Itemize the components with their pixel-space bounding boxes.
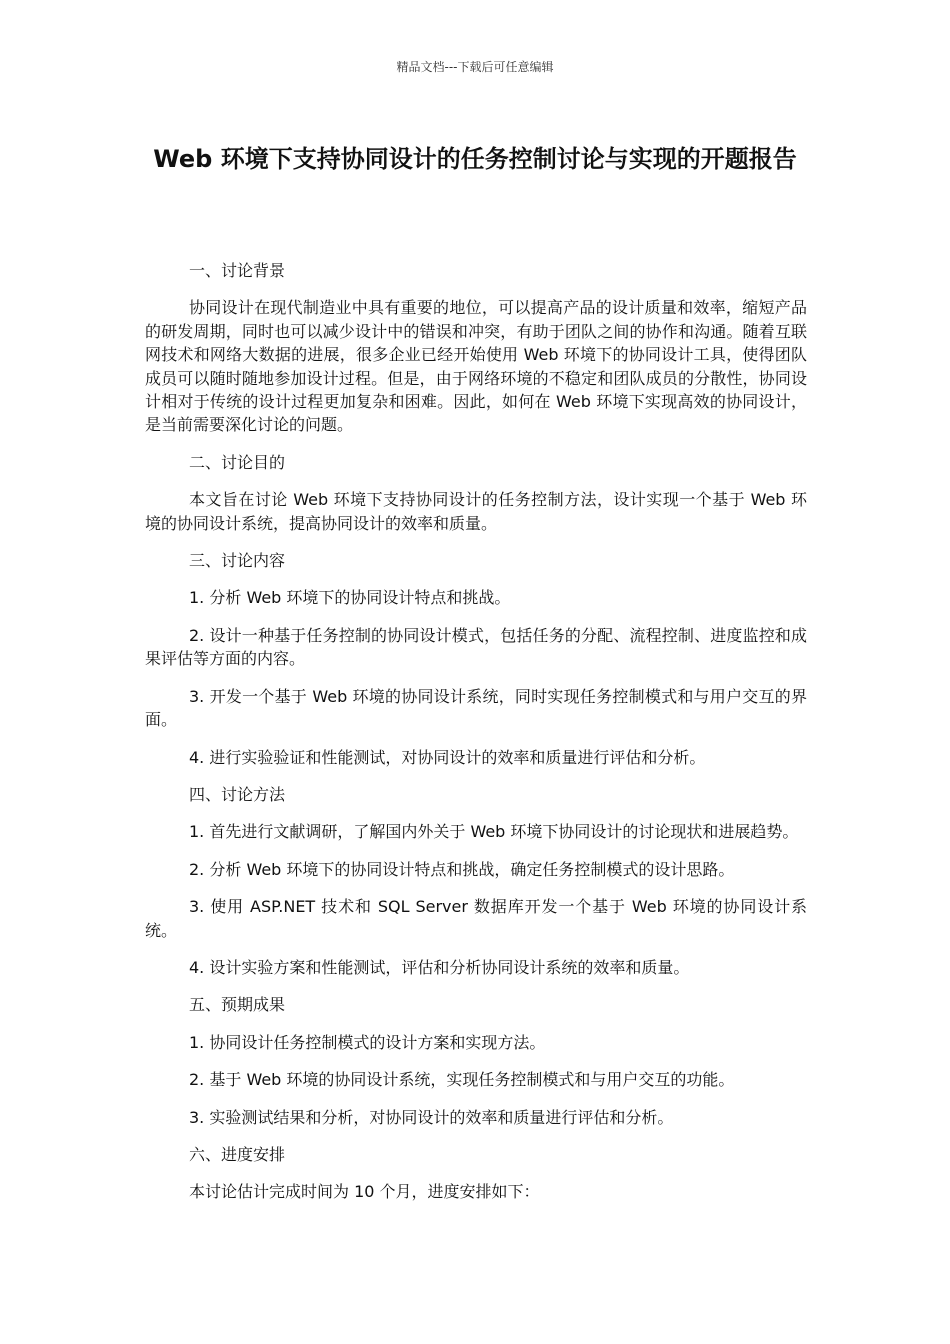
list-item-outcome-3: 3. 实验测试结果和分析，对协同设计的效率和质量进行评估和分析。 xyxy=(189,1107,674,1127)
list-item-content-3: 3. 开发一个基于 Web 环境的协同设计系统，同时实现任务控制模式和与用户交互的界面。 xyxy=(145,686,807,730)
list-item-outcome-2: 2. 基于 Web 环境的协同设计系统，实现任务控制模式和与用户交互的功能。 xyxy=(189,1070,735,1090)
list-item-content-1: 1. 分析 Web 环境下的协同设计特点和挑战。 xyxy=(189,588,511,608)
section-heading-method: 四、讨论方法 xyxy=(189,784,286,804)
section-heading-purpose: 二、讨论目的 xyxy=(189,452,286,472)
paragraph-purpose: 本文旨在讨论 Web 环境下支持协同设计的任务控制方法，设计实现一个基于 Web 环境的协同设计系统，提高协同设计的效率和质量。 xyxy=(145,490,807,533)
list-item-method-4: 4. 设计实验方案和性能测试，评估和分析协同设计系统的效率和质量。 xyxy=(189,957,690,977)
list-item-method-2: 2. 分析 Web 环境下的协同设计特点和挑战，确定任务控制模式的设计思路。 xyxy=(189,859,735,879)
section-heading-outcomes: 五、预期成果 xyxy=(189,995,286,1015)
section-heading-background: 一、讨论背景 xyxy=(189,261,286,280)
list-item-method-3: 3. 使用 ASP.NET 技术和 SQL Server 数据库开发一个基于 Web 环境的协同设计系统。 xyxy=(145,897,807,940)
document-body xyxy=(145,259,807,1218)
paragraph-schedule: 本讨论估计完成时间为 10 个月，进度安排如下： xyxy=(189,1182,540,1202)
document-title: Web 环境下支持协同设计的任务控制讨论与实现的开题报告 xyxy=(153,145,797,173)
list-item-content-4: 4. 进行实验验证和性能测试，对协同设计的效率和质量进行评估和分析。 xyxy=(189,747,706,767)
section-heading-content: 三、讨论内容 xyxy=(189,551,286,571)
page-header-note: 精品文档---下载后可任意编辑 xyxy=(396,60,554,74)
section-heading-schedule: 六、进度安排 xyxy=(189,1144,286,1164)
list-item-content-2: 2. 设计一种基于任务控制的协同设计模式，包括任务的分配、流程控制、进度监控和成果评估等方面的内容。 xyxy=(145,625,807,669)
list-item-outcome-1: 1. 协同设计任务控制模式的设计方案和实现方法。 xyxy=(189,1032,546,1052)
paragraph-background: 协同设计在现代制造业中具有重要的地位，可以提高产品的设计质量和效率，缩短产品的研发周期，同时也可以减少设计中的错误和冲突，有助于团队之间的协作和沟通。随着互联网技术和网络大数据的进展，很多企业已经开始使用 Web 环境下的协同设计工具，使得团队成员可以随时随地参加设计过程。但是，由于网络环境的不稳定和团队成员的分散性，协同设计相对于传统的设计过程更加复杂和困难。因此，如何在 Web 环境下实现高效的协同设计，是当前需要深化讨论的问题。 xyxy=(145,298,807,435)
list-item-method-1: 1. 首先进行文献调研，了解国内外关于 Web 环境下协同设计的讨论现状和进展趋势。 xyxy=(189,822,799,842)
